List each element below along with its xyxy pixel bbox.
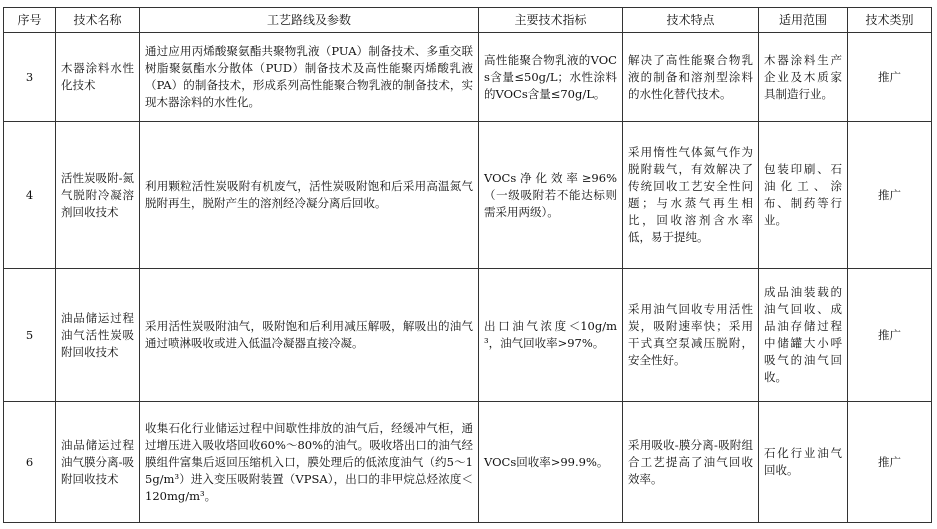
cell-category: 推广 [848,402,932,523]
cell-scope: 成品油装载的油气回收、成品油存储过程中储罐大小呼吸气的油气回收。 [759,269,848,402]
cell-no: 6 [4,402,56,523]
header-no: 序号 [4,8,56,33]
technology-table [3,7,932,523]
cell-indicators: 高性能聚合物乳液的VOCs含量≤50g/L；水性涂料的VOCs含量≤70g/L。 [479,33,623,122]
header-scope: 适用范围 [759,8,848,33]
header-row [4,8,932,33]
cell-indicators: VOCs净化效率≥96%（一级吸附若不能达标则需采用两级）。 [479,122,623,269]
cell-name: 活性炭吸附-氮气脱附冷凝溶剂回收技术 [56,122,140,269]
cell-process: 通过应用丙烯酸聚氨酯共聚物乳液（PUA）制备技术、多重交联树脂聚氨酯水分散体（PUD）制备技术及高性能聚丙烯酸乳液（PA）的制备技术，形成系列高性能聚合物乳液的制备技术，实现木器涂料的水性化。 [140,33,479,122]
cell-process: 采用活性炭吸附油气，吸附饱和后利用减压解吸，解吸出的油气通过喷淋吸收或进入低温冷凝器直接冷凝。 [140,269,479,402]
cell-no: 3 [4,33,56,122]
cell-category: 推广 [848,122,932,269]
cell-name: 油品储运过程油气活性炭吸附回收技术 [56,269,140,402]
header-process: 工艺路线及参数 [140,8,479,33]
header-name: 技术名称 [56,8,140,33]
cell-features: 解决了高性能聚合物乳液的制备和溶剂型涂料的水性化替代技术。 [623,33,759,122]
cell-scope: 石化行业油气回收。 [759,402,848,523]
cell-category: 推广 [848,33,932,122]
header-category: 技术类别 [848,8,932,33]
cell-name: 木器涂料水性化技术 [56,33,140,122]
cell-features: 采用吸收-膜分离-吸附组合工艺提高了油气回收效率。 [623,402,759,523]
cell-features: 采用油气回收专用活性炭，吸附速率快；采用干式真空泵减压脱附，安全性好。 [623,269,759,402]
table-row [4,33,932,122]
cell-no: 4 [4,122,56,269]
header-features: 技术特点 [623,8,759,33]
cell-scope: 包装印刷、石油化工、涂布、制药等行业。 [759,122,848,269]
cell-indicators: VOCs回收率>99.9%。 [479,402,623,523]
cell-category: 推广 [848,269,932,402]
cell-process: 利用颗粒活性炭吸附有机废气，活性炭吸附饱和后采用高温氮气脱附再生，脱附产生的溶剂经冷凝分离后回收。 [140,122,479,269]
cell-indicators: 出口油气浓度＜10g/m³，油气回收率>97%。 [479,269,623,402]
cell-process: 收集石化行业储运过程中间歇性排放的油气后，经缓冲气柜，通过增压进入吸收塔回收60%～80%的油气。吸收塔出口的油气经膜组件富集后返回压缩机入口，膜处理后的低浓度油气（约5～15g/m³）进入变压吸附装置（VPSA），出口的非甲烷总烃浓度＜120mg/m³。 [140,402,479,523]
header-indicators: 主要技术指标 [479,8,623,33]
cell-features: 采用惰性气体氮气作为脱附载气，有效解决了传统回收工艺安全性问题；与水蒸气再生相比，回收溶剂含水率低，易于提纯。 [623,122,759,269]
table-row [4,402,932,523]
table-row [4,122,932,269]
cell-scope: 木器涂料生产企业及木质家具制造行业。 [759,33,848,122]
table-row [4,269,932,402]
cell-name: 油品储运过程油气膜分离-吸附回收技术 [56,402,140,523]
cell-no: 5 [4,269,56,402]
